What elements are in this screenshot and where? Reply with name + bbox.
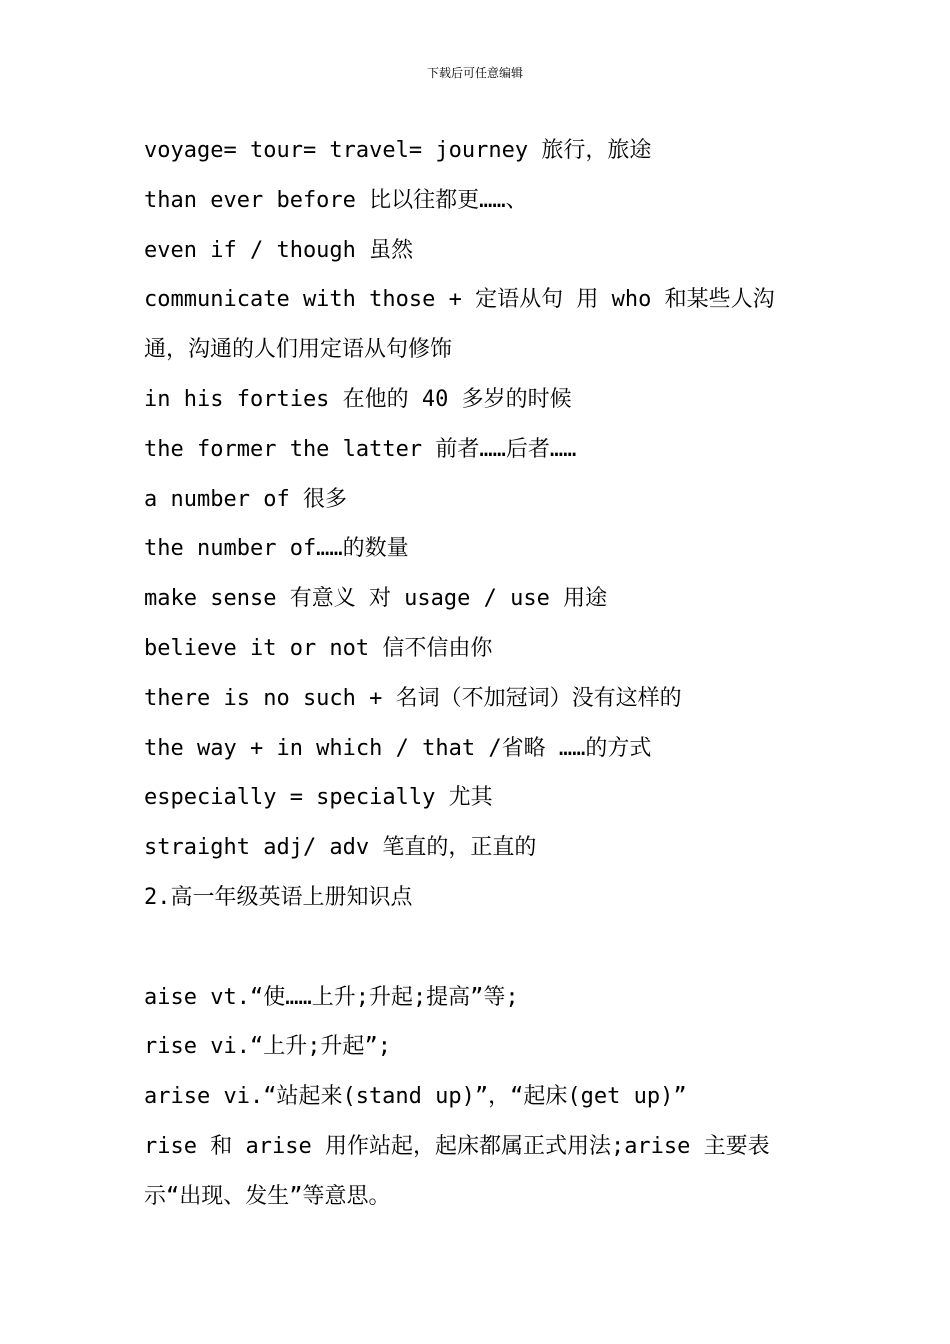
text-line: there is no such + 名词（不加冠词）没有这样的 [144,685,682,711]
text-line: believe it or not 信不信由你 [144,635,493,661]
text-line: arise vi.“站起来(stand up)”，“起床(get up)” [144,1084,687,1110]
text-line: especially = specially 尤其 [144,785,493,811]
text-line: 示“出现、发生”等意思。 [144,1183,391,1209]
section-heading: 2.高一年级英语上册知识点 [144,884,413,910]
text-line: rise 和 arise 用作站起，起床都属正式用法;arise 主要表 [144,1133,770,1159]
text-line: than ever before 比以往都更……、 [144,187,528,213]
text-line: rise vi.“上升;升起”; [144,1034,391,1060]
page-header: 下载后可任意编辑 [426,66,523,80]
text-line: a number of 很多 [144,486,347,512]
text-line: communicate with those + 定语从句 用 who 和某些人沟 [144,287,775,313]
blank-line [144,923,814,973]
text-line: the way + in which / that /省略 ……的方式 [144,735,652,761]
text-line: the number of……的数量 [144,536,409,562]
text-line: the former the latter 前者……后者…… [144,436,577,462]
text-line: make sense 有意义 对 usage / use 用途 [144,586,608,612]
text-line: aise vt.“使……上升;升起;提高”等; [144,984,519,1010]
text-line: even if / though 虽然 [144,237,414,263]
text-line: 通，沟通的人们用定语从句修饰 [144,337,453,363]
text-line: voyage= tour= travel= journey 旅行，旅途 [144,138,652,163]
text-line: straight adj/ adv 笔直的，正直的 [144,835,537,861]
document-body [144,126,814,1222]
text-line: in his forties 在他的 40 多岁的时候 [144,386,572,412]
